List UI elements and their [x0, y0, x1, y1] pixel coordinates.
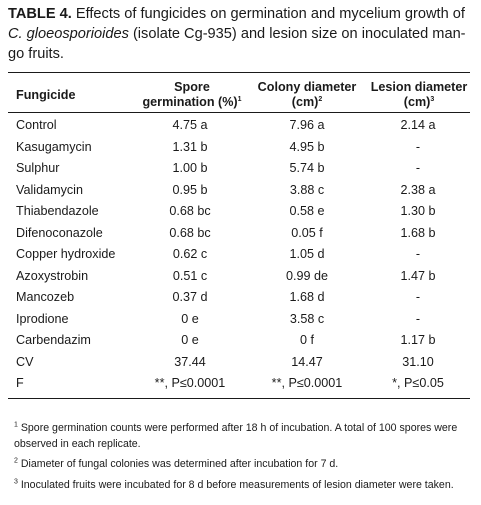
cell-fungicide: Sulphur [16, 161, 60, 175]
cell-colony-diameter: 0.58 e [289, 204, 325, 218]
header-lesion-diameter [368, 80, 470, 110]
cell-fungicide: Control [16, 118, 57, 132]
bottom-rule [8, 398, 470, 399]
cell-lesion-diameter: - [415, 311, 421, 326]
header-rule [8, 112, 470, 113]
header-colony-line2: (cm)$^2$ [291, 95, 323, 109]
cell-colony-diameter: 3.88 c [289, 182, 325, 197]
footnote-ref-3: 3 [430, 95, 435, 103]
header-spore-line1: Spore [174, 80, 210, 94]
cell-spore-germination: 0 e [181, 311, 199, 326]
cell-colony-diameter: 5.74 b [289, 161, 325, 175]
cell-fungicide: Difenoconazole [16, 225, 103, 240]
table-label: TABLE 4. [8, 6, 72, 22]
cell-colony-diameter: 1.05 d [289, 247, 325, 261]
cell-spore-germination: 0.68 bc [169, 204, 211, 218]
cell-lesion-diameter: - [415, 247, 421, 261]
cell-colony-diameter: 4.95 b [289, 139, 325, 154]
cell-colony-diameter: 1.68 d [289, 290, 325, 304]
cell-spore-germination: **, P≤0.0001 [154, 376, 226, 390]
header-lesion-line2: (cm)$^3$ [403, 95, 435, 109]
cell-spore-germination: 4.75 a [172, 118, 208, 132]
cell-lesion-diameter: - [415, 161, 421, 175]
table-caption [8, 4, 474, 64]
cell-fungicide: Kasugamycin [16, 139, 92, 154]
footnote-2: $^2$ Diameter of fungal colonies was determined after incubation for 7 d. [14, 457, 339, 470]
cell-lesion-diameter: - [415, 290, 421, 304]
footnote-3: $^3$ Inoculated fruits were incubated for 8 d before measurements of lesion diameter were taken. [14, 478, 454, 491]
cell-colony-diameter: 3.58 c [289, 311, 325, 326]
cell-colony-diameter: 14.47 [291, 354, 323, 369]
cell-fungicide: F [16, 376, 24, 390]
cell-spore-germination: 0.95 b [172, 182, 208, 197]
caption-text-a: Effects of fungicides on germination and mycelium growth of [71, 6, 465, 22]
header-fungicide: Fungicide [16, 88, 76, 102]
cell-lesion-diameter: 2.14 a [400, 118, 436, 132]
cell-fungicide: Carbendazim [16, 333, 91, 347]
cell-fungicide: CV [16, 354, 34, 369]
cell-colony-diameter: 0.99 de [285, 268, 329, 283]
cell-lesion-diameter: *, P≤0.05 [392, 376, 444, 390]
cell-spore-germination: 0.68 bc [169, 225, 211, 240]
cell-spore-germination: 0 e [181, 333, 199, 347]
footnote-ref-2: 2 [318, 95, 323, 103]
cell-spore-germination: 1.31 b [172, 139, 208, 154]
top-rule [8, 72, 470, 73]
cell-colony-diameter: 7.96 a [289, 118, 325, 132]
cell-lesion-diameter: 31.10 [402, 354, 434, 369]
cell-fungicide: Azoxystrobin [16, 268, 89, 283]
header-colony-diameter [248, 80, 366, 110]
cell-colony-diameter: 0.05 f [291, 225, 323, 240]
cell-spore-germination: 37.44 [174, 354, 206, 369]
cell-lesion-diameter: 1.47 b [400, 268, 436, 283]
cell-spore-germination: 1.00 b [172, 161, 208, 175]
cell-lesion-diameter: 2.38 a [400, 182, 436, 197]
cell-fungicide: Iprodione [16, 311, 69, 326]
caption-text-b: (isolate Cg-935) and lesion size on inoculated man-go fruits. [8, 26, 466, 62]
cell-fungicide: Validamycin [16, 182, 83, 197]
header-spore-line2: germination (%)$^1$ [142, 95, 242, 109]
cell-lesion-diameter: - [415, 139, 421, 154]
footnote-1: $^1$ Spore germination counts were performed after 18 h of incubation. A total of 100 spores were observed in each replicate. [14, 421, 458, 450]
cell-lesion-diameter: 1.68 b [400, 225, 436, 240]
cell-lesion-diameter: 1.17 b [400, 333, 436, 347]
cell-colony-diameter: **, P≤0.0001 [271, 376, 343, 390]
caption-species: C. gloeosporioides [8, 26, 129, 42]
cell-fungicide: Thiabendazole [16, 204, 99, 218]
footnote-ref-1: 1 [237, 95, 242, 103]
header-lesion-line1: Lesion diameter [370, 80, 468, 94]
cell-colony-diameter: 0 f [299, 333, 314, 347]
header-colony-line1: Colony diameter [257, 80, 357, 94]
cell-spore-germination: 0.51 c [172, 268, 208, 283]
cell-fungicide: Copper hydroxide [16, 247, 116, 261]
header-spore-germination [140, 80, 244, 110]
cell-fungicide: Mancozeb [16, 290, 75, 304]
cell-lesion-diameter: 1.30 b [400, 204, 436, 218]
cell-spore-germination: 0.37 d [172, 290, 208, 304]
cell-spore-germination: 0.62 c [172, 247, 208, 261]
